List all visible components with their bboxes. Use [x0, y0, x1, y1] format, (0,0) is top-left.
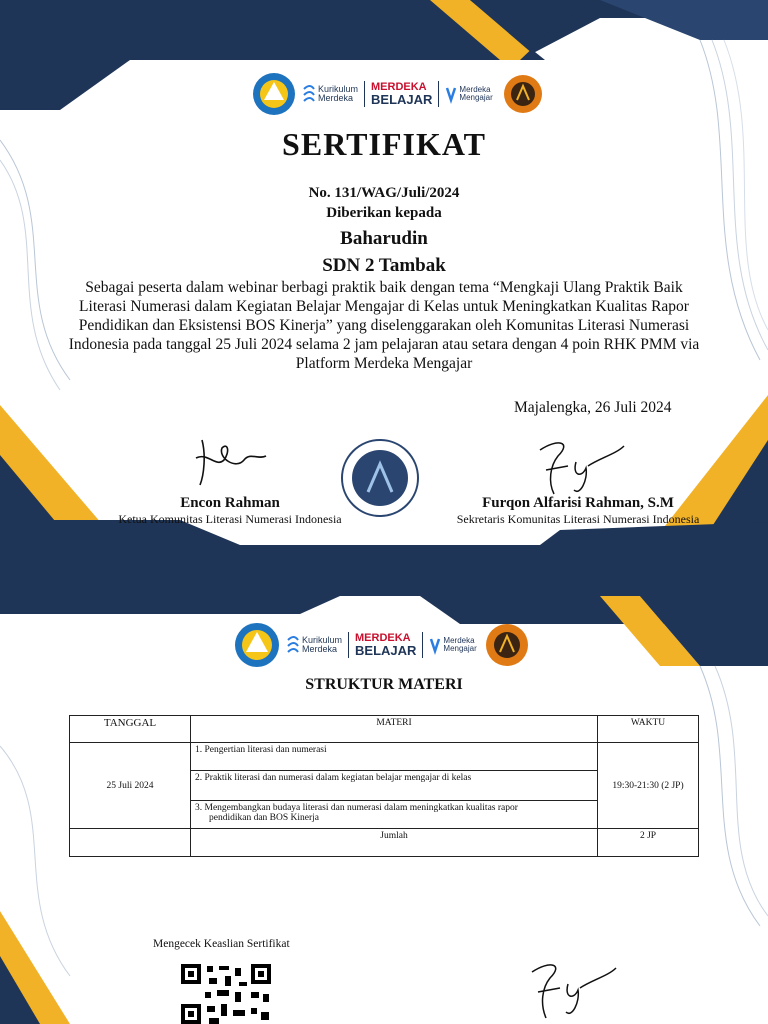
signature-left — [188, 430, 278, 490]
cell-time: 19:30-21:30 (2 JP) — [598, 743, 699, 829]
merdeka-mengajar-line1: Merdeka — [443, 636, 475, 645]
qr-code[interactable] — [181, 964, 271, 1024]
body-line: Platform Merdeka Mengajar — [295, 355, 473, 372]
materi-title: STRUKTUR MATERI — [305, 676, 463, 693]
cell-item-3 — [191, 801, 598, 829]
cell-item-1: 1. Pengertian literasi dan numerasi — [191, 743, 598, 771]
recipient-name: Baharudin — [340, 228, 428, 249]
verify-label: Mengecek Keaslian Sertifikat — [153, 938, 290, 950]
table-total-row — [70, 829, 699, 857]
logo-row — [234, 622, 529, 668]
merdeka-mengajar-logo — [429, 635, 476, 655]
signer-left-role: Ketua Komunitas Literasi Numerasi Indonesia — [118, 512, 342, 526]
cell-empty — [70, 829, 191, 857]
signer-left-name: Encon Rahman — [180, 495, 280, 511]
cell-item-2: 2. Praktik literasi dan numerasi dalam kegiatan belajar mengajar di kelas — [191, 771, 598, 801]
header-waktu: WAKTU — [598, 716, 699, 743]
merdeka-belajar-logo — [371, 82, 432, 106]
certificate-body — [0, 278, 768, 373]
signer-right-name: Furqon Alfarisi Rahman, S.M — [482, 495, 674, 511]
certificate-number: No. 131/WAG/Juli/2024 — [308, 185, 460, 201]
header-materi: MATERI — [191, 716, 598, 743]
merdeka-text: Merdeka — [318, 93, 354, 103]
merdeka-text: Merdeka — [302, 644, 338, 654]
item-3-line1: 3. Mengembangkan budaya literasi dan numerasi dalam meningkatkan kualitas rapor — [195, 803, 518, 813]
signer-right-block — [440, 495, 716, 527]
certificate-title: SERTIFIKAT — [282, 126, 486, 162]
recipient-school: SDN 2 Tambak — [322, 255, 446, 276]
signature-right — [528, 432, 628, 502]
signer-left-block — [110, 495, 350, 527]
header-tanggal: TANGGAL — [70, 716, 191, 743]
kurikulum-text: Kurikulum — [318, 84, 359, 94]
merdeka-mengajar-line2: Mengajar — [443, 644, 477, 653]
signer-right-role: Sekretaris Komunitas Literasi Numerasi Indonesia — [456, 512, 700, 526]
merdeka-mengajar-logo — [445, 84, 492, 104]
page-gap — [0, 545, 768, 596]
merdeka-mengajar-line1: Merdeka — [459, 85, 491, 94]
kurikulum-text: Kurikulum — [302, 635, 343, 645]
cell-total-label: Jumlah — [191, 829, 598, 857]
cell-date: 25 Juli 2024 — [70, 743, 191, 829]
place-date: Majalengka, 26 Juli 2024 — [514, 399, 672, 416]
body-line: Literasi Numerasi dalam Kegiatan Belajar Mengajar di Kelas untuk Meningkatkan Kualitas Rapor — [79, 298, 689, 315]
table-row — [70, 743, 699, 771]
item-3-line2: pendidikan dan BOS Kinerja — [209, 813, 320, 823]
given-to-label: Diberikan kepada — [326, 205, 442, 221]
materi-table — [69, 715, 699, 857]
kurikulum-merdeka-logo — [302, 83, 358, 105]
table-header-row — [70, 716, 699, 743]
merdeka-word: MERDEKA — [371, 81, 427, 93]
merdeka-belajar-logo — [355, 633, 416, 657]
tutwuri-handayani-logo — [252, 72, 296, 116]
cell-total-value: 2 JP — [598, 829, 699, 857]
body-line: Indonesia pada tanggal 25 Juli 2024 selama 2 jam pelajaran atau setara dengan 4 poin RHK PMM via — [68, 336, 700, 353]
kurikulum-merdeka-logo — [286, 634, 342, 656]
logo-row — [252, 72, 543, 116]
komunitas-seal — [340, 438, 420, 518]
merdeka-word: MERDEKA — [355, 632, 411, 644]
belajar-word: BELAJAR — [355, 643, 417, 658]
komunitas-literasi-logo — [485, 623, 529, 667]
tutwuri-handayani-logo — [234, 622, 280, 668]
belajar-word: BELAJAR — [371, 92, 433, 107]
materi-page — [0, 596, 768, 1024]
signature-right-page2 — [520, 956, 620, 1024]
komunitas-literasi-logo — [503, 74, 543, 114]
body-line: Pendidikan dan Eksistensi BOS Kinerja” yang diselenggarakan oleh Komunitas Literasi Numerasi — [78, 317, 690, 334]
body-line: Sebagai peserta dalam webinar berbagi praktik baik dengan tema “Mengkaji Ulang Praktik Baik — [85, 279, 683, 296]
merdeka-mengajar-line2: Mengajar — [459, 93, 493, 102]
